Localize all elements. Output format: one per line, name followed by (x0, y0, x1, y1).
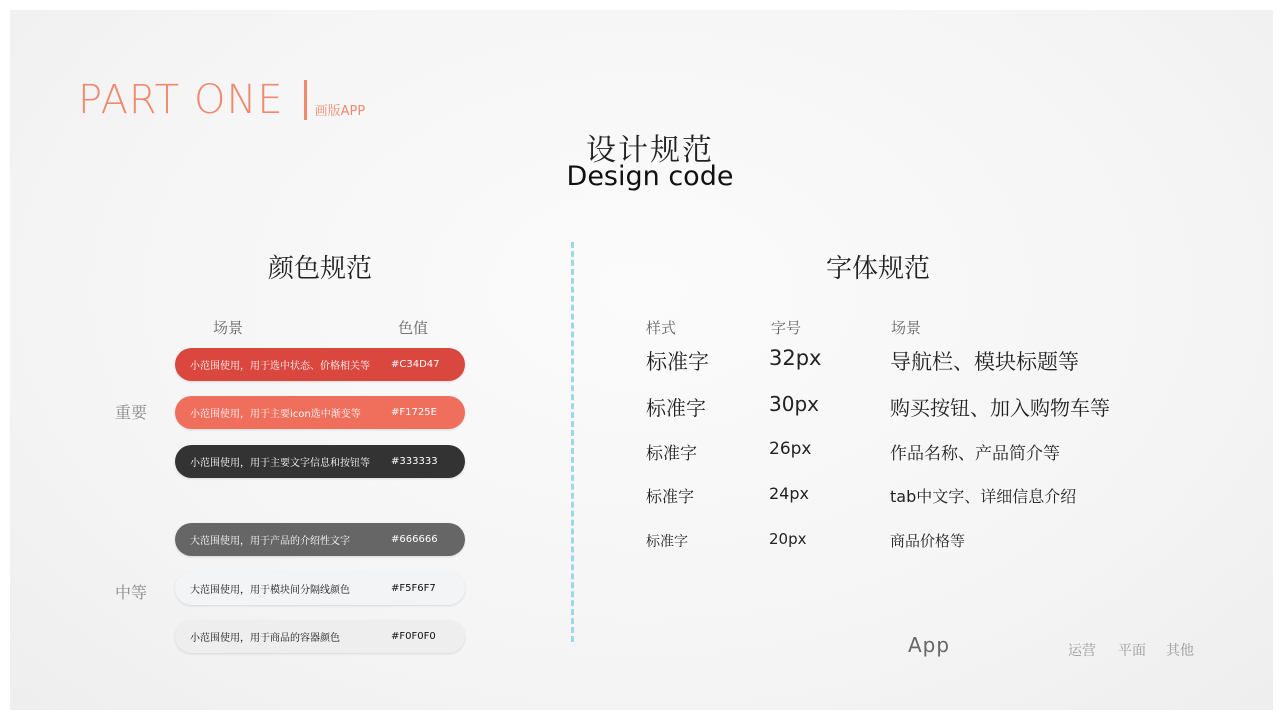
footer-link-operations[interactable]: 运营 (1068, 643, 1096, 659)
section-divider (571, 242, 574, 642)
slide-canvas (10, 10, 1273, 710)
swatch-description: 小范围使用，用于主要icon选中渐变等 (190, 409, 361, 420)
color-swatch-row (175, 523, 465, 556)
font-col-style: 样式 (646, 319, 677, 337)
brand-header (78, 77, 366, 123)
font-row-style: 标准字 (646, 350, 709, 374)
font-row-style: 标准字 (646, 396, 706, 420)
color-spec-title: 颜色规范 (268, 254, 373, 284)
font-row-size: 32px (769, 346, 822, 370)
swatch-hex: #C34D47 (391, 359, 440, 370)
font-row-size: 20px (769, 530, 807, 548)
color-col-value: 色值 (398, 319, 429, 337)
font-row-scene: 商品价格等 (890, 532, 966, 550)
footer-link-graphic[interactable]: 平面 (1118, 643, 1146, 659)
color-swatch-row (175, 348, 465, 381)
font-row-size: 24px (769, 484, 809, 503)
font-row-scene: 导航栏、模块标题等 (890, 350, 1079, 374)
font-col-scene: 场景 (891, 319, 922, 337)
swatch-hex: #F5F6F7 (391, 583, 436, 594)
font-row-style: 标准字 (646, 534, 688, 550)
font-col-size: 字号 (771, 319, 802, 337)
font-row-size: 26px (769, 439, 812, 459)
color-swatch-row (175, 572, 465, 605)
footer-link-other[interactable]: 其他 (1166, 643, 1194, 659)
font-row-style: 标准字 (646, 487, 695, 506)
group-label-medium: 中等 (115, 583, 148, 602)
page-title: 设计规范 (586, 133, 714, 168)
brand-title: PART ONE (78, 77, 284, 123)
color-swatch-row (175, 396, 465, 429)
brand-subtitle: 画版APP (314, 104, 366, 119)
swatch-hex: #666666 (391, 534, 438, 545)
font-spec-title: 字体规范 (826, 254, 931, 284)
font-row-scene: 作品名称、产品简介等 (890, 444, 1060, 464)
swatch-description: 小范围使用，用于选中状态、价格相关等 (190, 361, 370, 372)
font-row-scene: tab中文字、详细信息介绍 (890, 487, 1077, 506)
brand-divider (304, 80, 307, 120)
font-row-scene: 购买按钮、加入购物车等 (890, 396, 1110, 420)
swatch-hex: #F0F0F0 (391, 631, 436, 642)
swatch-hex: #333333 (391, 456, 438, 467)
color-col-scene: 场景 (213, 319, 244, 337)
swatch-description: 大范围使用，用于模块间分隔线颜色 (190, 585, 350, 596)
swatch-description: 小范围使用，用于主要文字信息和按钮等 (190, 458, 370, 469)
swatch-description: 小范围使用，用于商品的容器颜色 (190, 633, 340, 644)
swatch-description: 大范围使用，用于产品的介绍性文字 (190, 536, 350, 547)
font-row-style: 标准字 (646, 444, 697, 464)
page-subtitle: Design code (566, 161, 734, 192)
footer-app-label: App (908, 633, 951, 657)
color-swatch-row (175, 620, 465, 653)
group-label-important: 重要 (115, 403, 148, 422)
swatch-hex: #F1725E (391, 407, 437, 418)
color-swatch-row (175, 445, 465, 478)
font-row-size: 30px (769, 392, 819, 416)
